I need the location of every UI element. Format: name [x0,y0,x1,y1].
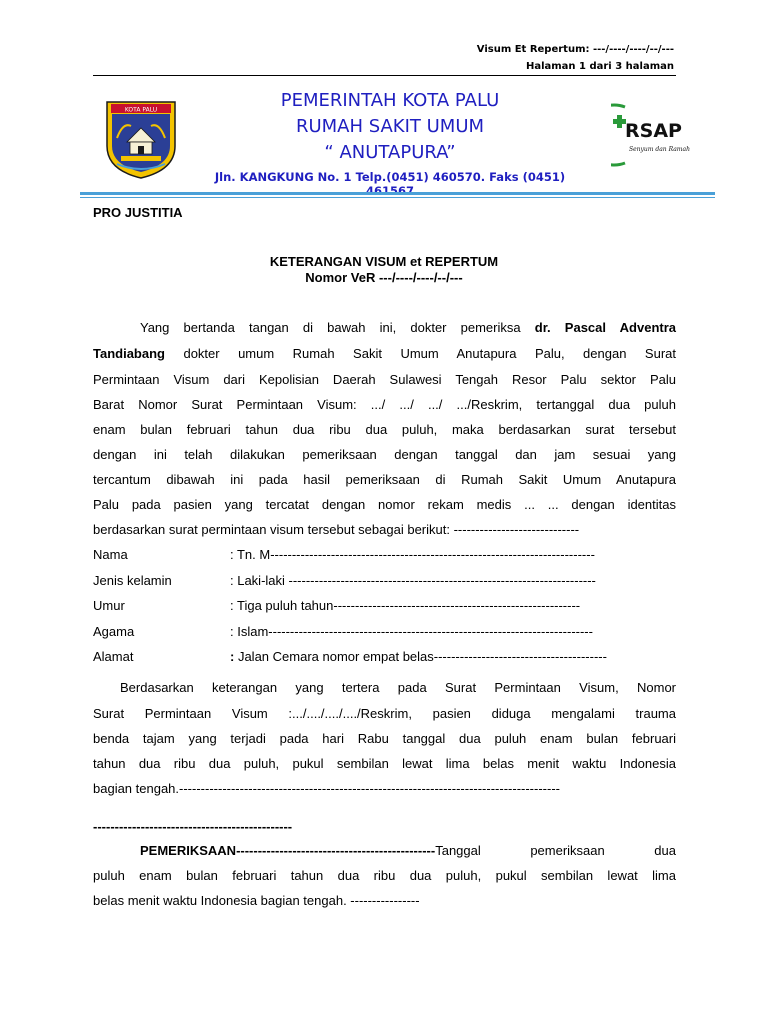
pemeriksaan-heading: PEMERIKSAAN---------------------------------------------- [140,843,436,858]
letterhead-hospital-type: RUMAH SAKIT UMUM [295,116,485,137]
letterhead-hospital-name: “ ANUTAPURA” [324,142,456,163]
p1-line-8: Palu pada pasien yang tercatat dengan nomor rekam medis ... ... dengan identitas [93,497,676,512]
rsap-tagline: Senyum dan Ramah [629,146,690,153]
pro-justitia: PRO JUSTITIA [93,205,183,220]
field-value-umur: : Tiga puluh tahun--------------------------------------------------------- [230,598,581,613]
rsap-wordmark: RSAP [625,120,682,142]
p3-line-3: belas menit waktu Indonesia bagian tengah. ---------------- [93,893,420,908]
p1-l2-text: dokter umum Rumah Sakit Umum Anutapura Palu, dengan Surat [164,346,676,361]
p1-line-3: Permintaan Visum dari Kepolisian Daerah Sulawesi Tengah Resor Palu sektor Palu [93,372,676,387]
p3-l1-text: Tanggal pemeriksaan dua [435,843,676,858]
p1-line-7: tercantum dibawah ini pada hasil pemeriksaan di Rumah Sakit Umum Anutapura [93,472,676,487]
p1-line-5: enam bulan februari tahun dua ribu dua puluh, maka berdasarkan surat tersebut [93,422,676,437]
kota-palu-crest-logo [103,98,179,180]
doctor-name-part2: Tandiabang [93,346,165,361]
field-value-alamat [230,649,607,664]
p3-line-2: puluh enam bulan februari tahun dua ribu dua puluh, pukul sembilan lewat lima [93,868,676,883]
p2-line-1 [93,680,676,695]
letterhead-rule-thin [80,197,715,198]
letterhead-government: PEMERINTAH KOTA PALU [280,90,500,111]
p3-line-1 [93,843,676,858]
p1-line-1 [93,320,676,335]
field-label-umur: Umur [93,598,125,613]
field-value-nama: : Tn. M--------------------------------------------------------------------------- [230,547,595,562]
p2-line-4: tahun dua ribu dua puluh, pukul sembilan lewat lima belas menit waktu Indonesia [93,756,676,771]
field-value-jenis-kelamin: : Laki-laki ----------------------------------------------------------------------- [230,573,596,588]
field-value-agama: : Islam--------------------------------------------------------------------------- [230,624,593,639]
header-rule [93,75,676,76]
field-label-nama: Nama [93,547,128,562]
section-separator: ---------------------------------------------- [93,819,293,834]
p2-line-2: Surat Permintaan Visum :.../..../..../..../Reskrim, pasien diduga mengalami trauma [93,706,676,721]
p1-line-9: berdasarkan surat permintaan visum tersebut sebagai berikut: ----------------------------- [93,522,580,537]
field-label-alamat: Alamat [93,649,134,664]
p2-l1-text: Berdasarkan keterangan yang tertera pada Surat Permintaan Visum, Nomor [120,680,676,695]
p1-l1-text: Yang bertanda tangan di bawah ini, dokter pemeriksa [140,320,535,335]
field-label-jenis-kelamin: Jenis kelamin [93,573,172,588]
p2-line-3: benda tajam yang terjadi pada hari Rabu tanggal dua puluh enam bulan februari [93,731,676,746]
alamat-colon: : [230,649,235,664]
visum-reference: Visum Et Repertum: ---/----/----/--/--- [476,44,674,55]
document-title: KETERANGAN VISUM et REPERTUM [269,254,499,269]
page-info: Halaman 1 dari 3 halaman [525,61,674,72]
p1-line-2 [93,346,676,361]
field-label-agama: Agama [93,624,135,639]
document-number: Nomor VeR ---/----/----/--/--- [305,270,463,285]
crest-label: KOTA PALU [124,106,158,114]
alamat-text: Jalan Cemara nomor empat belas---------------------------------------- [234,649,607,664]
p1-line-6: dengan ini telah dilakukan pemeriksaan dengan tanggal dan jam sesuai yang [93,447,676,462]
p2-line-5: bagian tengah.---------------------------------------------------------------------------------------- [93,781,560,796]
letterhead-rule-thick [80,192,715,195]
doctor-name-part1: dr. Pascal Adventra [534,320,677,335]
letterhead-address: Jln. KANGKUNG No. 1 Telp.(0451) 460570. Faks (0451) 461567 [214,170,566,198]
p1-line-4: Barat Nomor Surat Permintaan Visum: .../ .../ .../ .../Reskrim, tertanggal dua puluh [93,397,676,412]
rsap-logo [611,103,691,167]
